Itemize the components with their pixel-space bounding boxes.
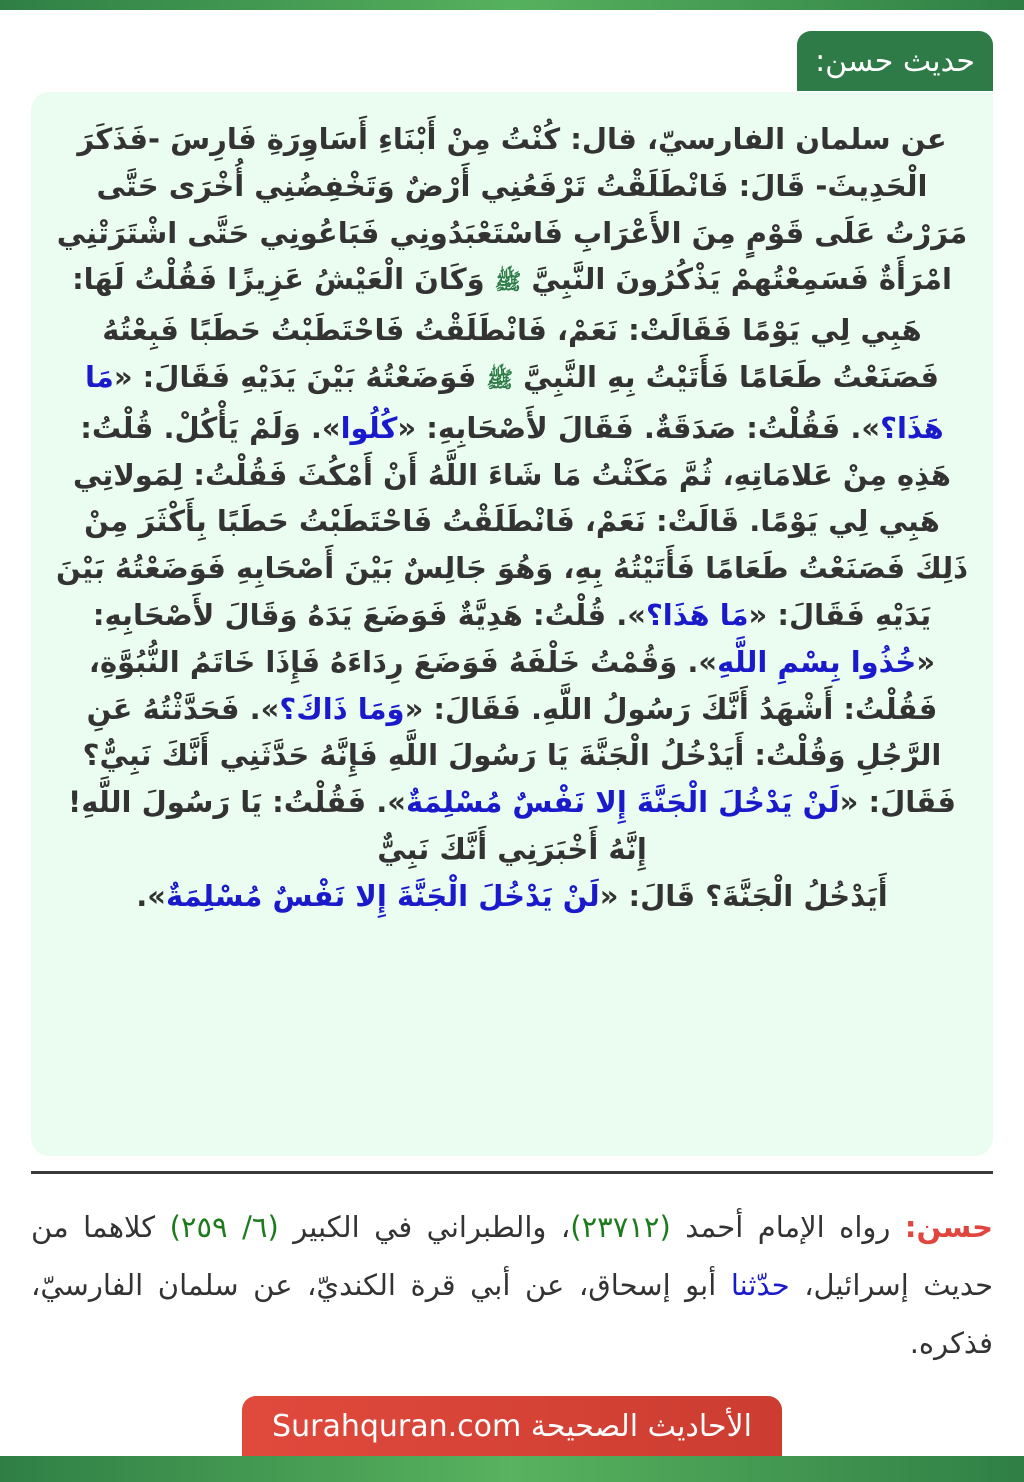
source-text-2: ، والطبراني في الكبير: [278, 1210, 571, 1244]
salawat-icon: ﷺ: [494, 270, 522, 296]
ahmad-reference: (٢٣٧١٢): [570, 1210, 671, 1244]
hadith-body: [31, 92, 993, 920]
hadith-text-box: [31, 92, 993, 1156]
narration-text: عن سلمان الفارسيّ، قال: كُنْتُ مِنْ أَبْنَاءِ أَسَاوِرَةِ فَارِسَ -فَذَكَرَ الْحَدِيثَ- قَالَ: فَانْطَلَقْتُ تَرْفَعُنِي أَرْضٌ وَتَخْفِضُنِي أُخْرَى حَتَّى مَرَرْتُ عَلَى قَوْمٍ مِنَ الأَعْرَابِ فَاسْتَعْبَدُونِي فَبَاعُونِي حَتَّى اشْتَرَتْنِي امْرَأَةٌ فَسَمِعْتُهمْ يَذْكُرُونَ النَّبِيَّ: [56, 122, 968, 297]
site-brand-tab[interactable]: [242, 1396, 782, 1456]
salawat-icon: ﷺ: [486, 367, 514, 393]
brand-label: الأحاديث الصحيحة Surahquran.com: [272, 1408, 752, 1444]
narration-text: ». فَقُلْتُ: يَا رَسُولَ اللَّهِ! إِنَّهُ أَخْبَرَنِي أَنَّكَ نَبِيٌّ: [68, 785, 647, 866]
prophet-quote: كُلُوا: [340, 410, 398, 445]
prophet-quote: خُذُوا بِسْمِ اللَّهِ: [717, 644, 917, 679]
hadith-grade-title: [797, 31, 993, 91]
narration-text: فَوَضَعْتُهُ بَيْنَ يَدَيْهِ فَقَالَ: «: [113, 359, 487, 394]
source-text-1: رواه الإمام أحمد: [670, 1210, 905, 1244]
source-takhrij: [31, 1198, 993, 1372]
narration-text: ». فَحَدَّثْتُهُ عَنِ الرَّجُلِ وَقُلْتُ: أَيَدْخُلُ الْجَنَّةَ يَا رَسُولَ اللَّهِ فَإِنَّهُ حَدَّثَنِي أَنَّكَ نَبِيٌّ؟ فَقَالَ: «: [82, 691, 956, 820]
prophet-quote: مَا هَذَا؟: [645, 597, 749, 632]
source-text-3: كلاهما من حديث إسرائيل،: [31, 1210, 993, 1302]
prophet-quote: لَنْ يَدْخُلَ الْجَنَّةَ إِلا نَفْسٌ مُسْلِمَةٌ: [166, 878, 600, 913]
tabarani-reference: (٦/ ٢٥٩): [169, 1210, 279, 1244]
top-decorative-bar: [0, 0, 1024, 10]
title-label: حديث حسن:: [815, 43, 975, 79]
grade-label: حسن:: [904, 1210, 993, 1244]
haddathana-term: حدّثنا: [730, 1268, 790, 1302]
narration-text: وَكَانَ الْعَيْشُ عَزِيزًا فَقُلْتُ لَهَا: هَبِي لِي يَوْمًا فَقَالَتْ: نَعَمْ، فَانْطَلَقْتُ فَاحْتَطَبْتُ حَطَبًا فَبِعْتُهُ فَصَنَعْتُ طَعَامًا فَأَتَيْتُ بِهِ النَّبِيَّ: [72, 262, 940, 394]
narration-text: ». وَلَمْ يَأْكُلْ. قُلْتُ: هَذِهِ مِنْ عَلامَاتِهِ، ثُمَّ مَكَثْتُ مَا شَاءَ اللَّهُ أَنْ أَمْكُثَ فَقُلْتُ: لِمَولاتِي هَبِي لِي يَوْمًا. قَالَتْ: نَعَمْ، فَانْطَلَقْتُ فَاحْتَطَبْتُ حَطَبًا بِأَكْثَرَ مِنْ ذَلِكَ فَصَنَعْتُ طَعَامًا فَأَتَيْتُهُ بِهِ، وَهُوَ جَالِسٌ بَيْنَ أَصْحَابِهِ فَوَضَعْتُهُ بَيْنَ يَدَيْهِ فَقَالَ: «: [56, 410, 968, 632]
narration-text: أَيَدْخُلُ الْجَنَّةَ؟ قَالَ: «: [599, 878, 888, 913]
narration-text: ». قُلْتُ: هَدِيَّةٌ فَوَضَعَ يَدَهُ وَقَالَ لأَصْحَابِهِ: «: [92, 597, 936, 679]
bottom-decorative-bar: [0, 1456, 1024, 1482]
prophet-quote: لَنْ يَدْخُلَ الْجَنَّةَ إِلا نَفْسٌ مُسْلِمَةٌ: [405, 785, 840, 820]
prophet-quote: وَمَا ذَاكَ؟: [279, 691, 405, 726]
narration-text: ». وَقُمْتُ خَلْفَهُ فَوَضَعَ رِدَاءَهُ فَإِذَا خَاتَمُ النُّبُوَّةِ، فَقُلْتُ: أَشْهَدُ أَنَّكَ رَسُولُ اللَّهِ. فَقَالَ: «: [88, 644, 938, 726]
narration-text: ».: [136, 878, 167, 913]
narration-text: ». فَقُلْتُ: صَدَقَةٌ. فَقَالَ لأَصْحَابِهِ: «: [397, 410, 881, 445]
section-divider: [31, 1171, 993, 1174]
prophet-quote: مَا هَذَا؟: [84, 359, 944, 445]
source-text-4: أبو إسحاق، عن أبي قرة الكنديّ، عن سلمان الفارسيّ، فذكره.: [31, 1268, 993, 1360]
